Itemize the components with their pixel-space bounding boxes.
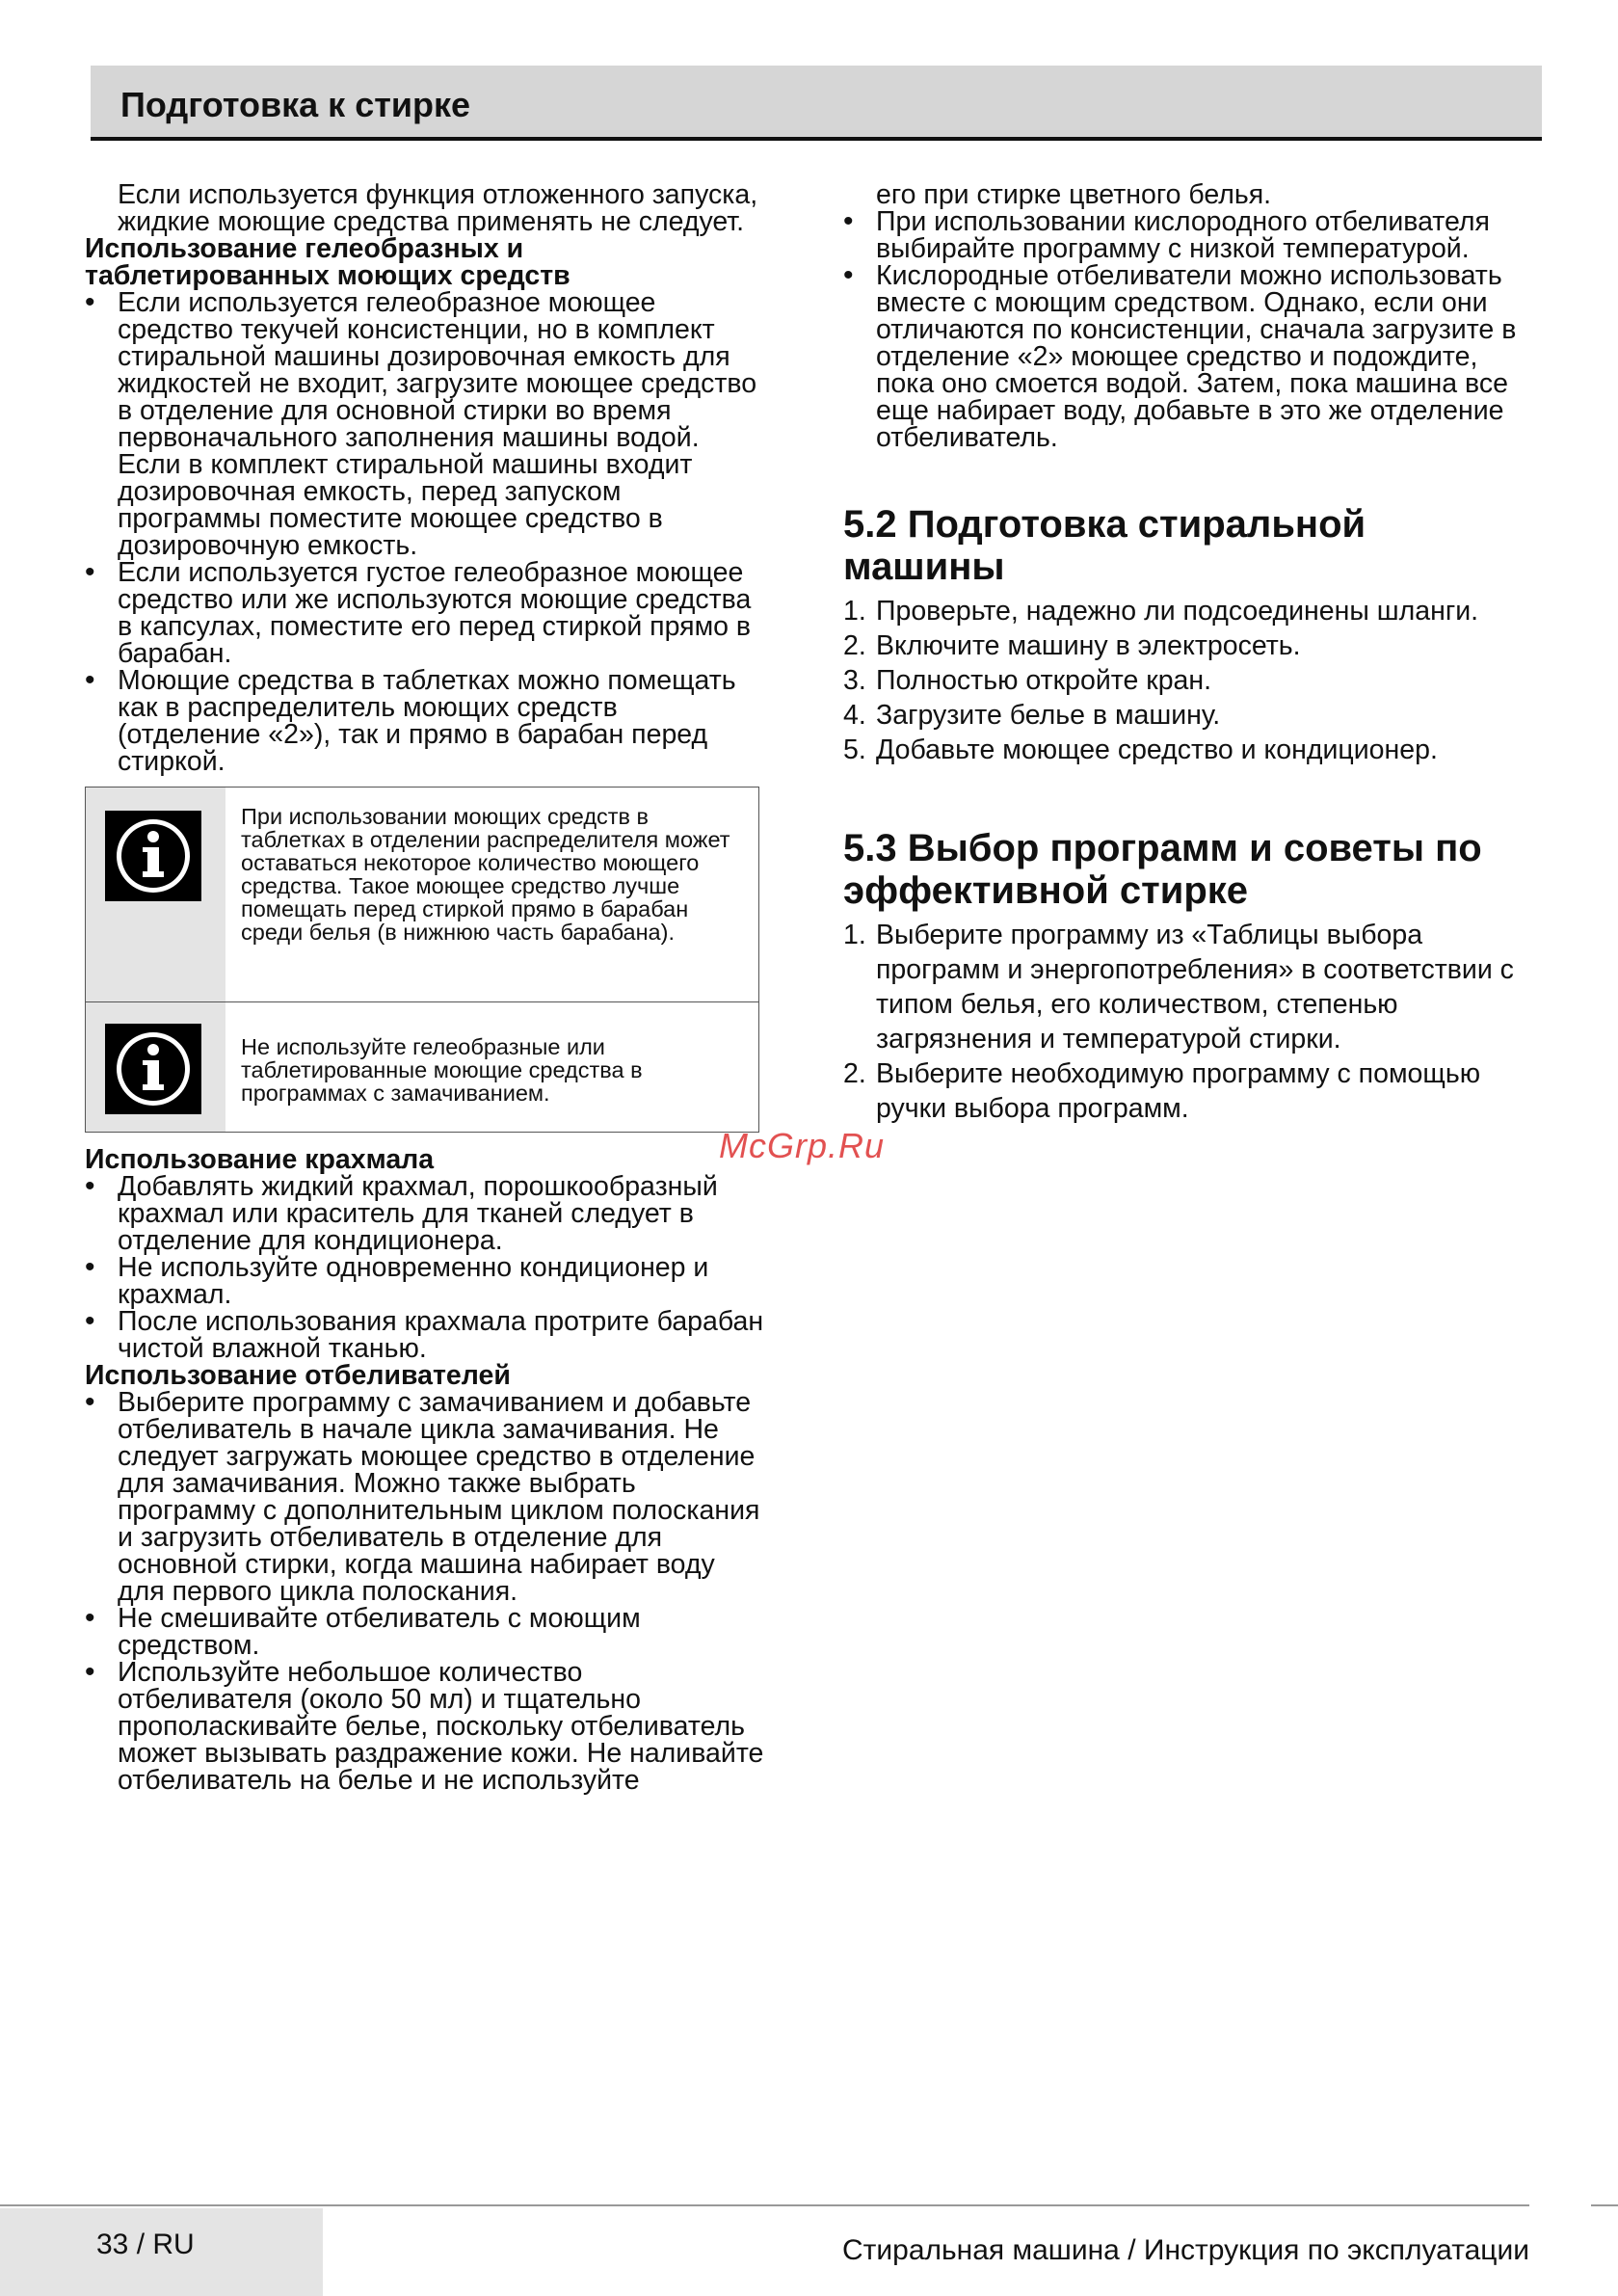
continuation-paragraph: его при стирке цветного белья. — [876, 179, 1272, 210]
notice-box — [85, 787, 759, 1133]
step-item: 1. Проверьте, надежно ли подсоединены шланги. — [843, 596, 1479, 627]
step-item: 2. Включите машину в электросеть. — [843, 630, 1301, 661]
page-number: 33 / RU — [96, 2229, 195, 2260]
list-item: • После использования крахмала протрите барабан чистой влажной тканью. — [85, 1308, 764, 1362]
footer-divider — [0, 2204, 1529, 2206]
notice-row — [86, 1001, 758, 1132]
step-item: 2. Выберите необходимую программу с помощью ручки выбора программ. — [843, 1058, 1481, 1124]
notice-text: При использовании моющих средств в таблетках в отделении распределителя может оставаться некоторое количество моющего средства. Такое моющее средство лучше помещать перед стиркой прямо в барабан среди белья (в нижнюю часть барабана). — [241, 804, 730, 945]
step-item: 3. Полностью откройте кран. — [843, 665, 1212, 696]
starch-heading: Использование крахмала — [85, 1144, 435, 1175]
footer-divider-tick — [1591, 2204, 1618, 2206]
list-item: • Если используется густое гелеобразное моющее средство или же используются моющие средства в капсулах, поместите его перед стиркой прямо в барабан. — [85, 559, 764, 667]
bleach-list — [85, 1389, 764, 1794]
list-item: • Кислородные отбеливатели можно использовать вместе с моющим средством. Однако, если они отличаются по консистенции, сначала загрузите в отделение «2» моющее средство и подождите, пока оно смоется водой. Затем, пока машина все еще набирает воду, добавьте в это же отделение отбеливатель. — [843, 262, 1537, 451]
section-heading-5-2: 5.2 Подготовка стиральной машины — [843, 503, 1366, 588]
info-icon — [105, 811, 201, 901]
list-item: • Добавлять жидкий крахмал, порошкообразный крахмал или краситель для тканей следует в отделение для кондиционера. — [85, 1173, 764, 1254]
step-item: 5. Добавьте моющее средство и кондиционер. — [843, 734, 1438, 765]
document-title: Стиральная машина / Инструкция по эксплуатации — [841, 2234, 1529, 2266]
notice-text: Не используйте гелеобразные или таблетированные моющие средства в программах с замачиванием. — [241, 1034, 643, 1106]
info-icon — [105, 1024, 201, 1114]
list-item: • При использовании кислородного отбеливателя выбирайте программу с низкой температурой. — [843, 208, 1537, 262]
gel-list — [85, 289, 764, 775]
list-item: • Выберите программу с замачиванием и добавьте отбеливатель в начале цикла замачивания. Не следует загружать моющее средство в отделение для замачивания. Можно также выбрать программу с дополнительным циклом полоскания и загрузить отбеливатель в отделение для основной стирки, когда машина набирает воду для первого цикла полоскания. — [85, 1389, 764, 1605]
bleach-list-continued — [843, 208, 1537, 451]
list-item: • Не используйте одновременно кондиционер и крахмал. — [85, 1254, 764, 1308]
page-header — [91, 66, 1542, 141]
starch-list — [85, 1173, 764, 1362]
step-item: 4. Загрузите белье в машину. — [843, 700, 1221, 731]
left-column — [85, 181, 764, 1794]
list-item: • Используйте небольшое количество отбеливателя (около 50 мл) и тщательно прополаскивайте белье, поскольку отбеливатель может вызывать раздражение кожи. Не наливайте отбеливатель на белье и не используйте — [85, 1659, 764, 1794]
steps-5-2 — [843, 594, 1537, 767]
list-item: • Не смешивайте отбеливатель с моющим средством. — [85, 1605, 764, 1659]
bleach-heading: Использование отбеливателей — [85, 1360, 511, 1391]
section-heading-5-3: 5.3 Выбор программ и советы по эффективной стирке — [843, 827, 1482, 912]
list-item: • Моющие средства в таблетках можно помещать как в распределитель моющих средств (отделение «2»), так и прямо в барабан перед стиркой. — [85, 667, 764, 775]
page-title: Подготовка к стирке — [120, 85, 471, 124]
right-column — [843, 181, 1537, 1126]
watermark: McGrp.Ru — [719, 1126, 886, 1165]
steps-5-3 — [843, 918, 1537, 1126]
notice-row — [86, 788, 758, 1001]
gel-heading: Использование гелеобразных и таблетированных моющих средств — [85, 233, 570, 291]
intro-paragraph: Если используется функция отложенного запуска, жидкие моющие средства применять не следует. — [118, 179, 758, 237]
list-item: • Если используется гелеобразное моющее средство текучей консистенции, но в комплект стиральной машины дозировочная емкость для жидкостей не входит, загрузите моющее средство в отделение для основной стирки во время первоначального заполнения машины водой. Если в комплект стиральной машины входит дозировочная емкость, перед запуском программы поместите моющее средство в дозировочную емкость. — [85, 289, 764, 559]
step-item: 1. Выберите программу из «Таблицы выбора программ и энергопотребления» в соответствии с типом белья, его количеством, степенью загрязнения и температурой стирки. — [843, 920, 1514, 1055]
